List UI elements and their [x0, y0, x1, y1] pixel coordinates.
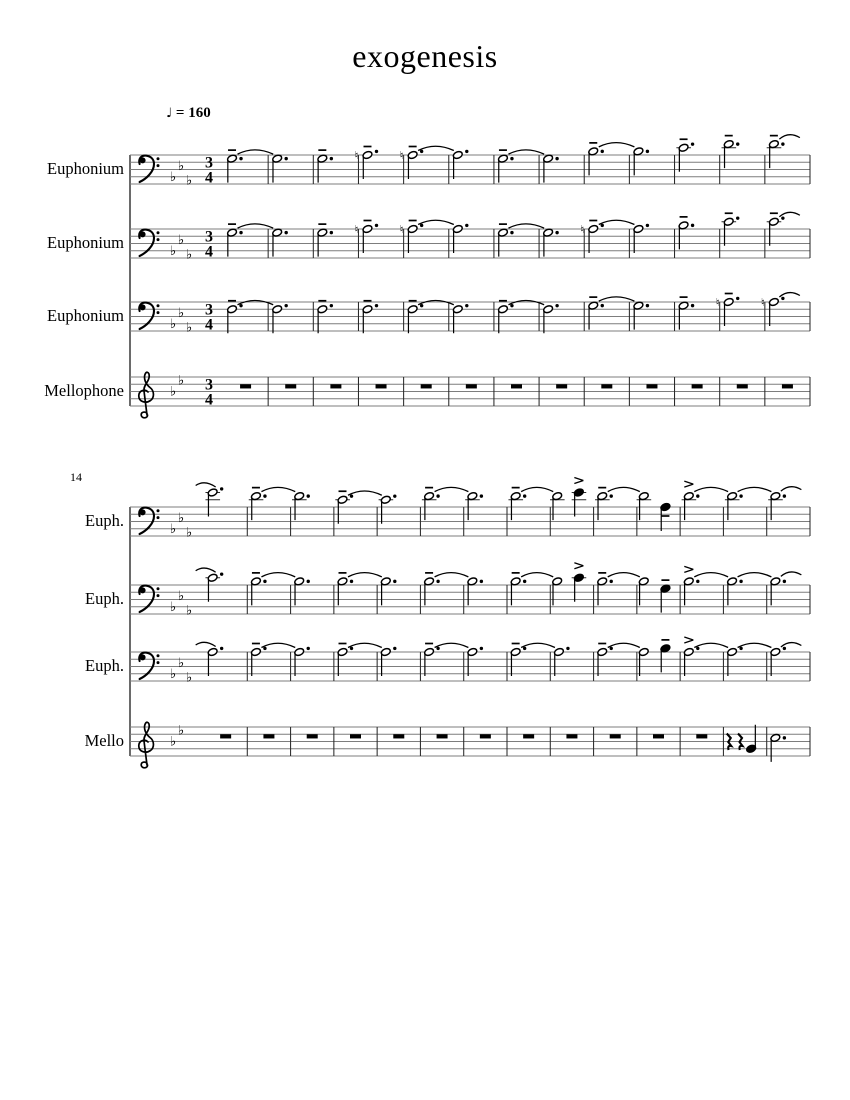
tie	[608, 573, 640, 577]
natural-icon: ♮	[715, 296, 720, 309]
tie	[521, 573, 553, 577]
augmentation-dot	[510, 157, 513, 160]
augmentation-dot	[610, 494, 613, 497]
note	[770, 733, 786, 762]
note	[588, 143, 604, 176]
note	[272, 154, 288, 183]
treble-clef-icon	[139, 722, 154, 768]
tie	[781, 643, 802, 647]
augmentation-dot	[601, 224, 604, 227]
note	[294, 577, 310, 606]
note	[422, 488, 440, 521]
augmentation-dot	[736, 142, 739, 145]
flat-icon: ♭	[178, 305, 185, 321]
natural-icon: ♮	[354, 223, 359, 236]
augmentation-dot	[375, 304, 378, 307]
natural-icon: ♮	[354, 149, 359, 162]
tie	[738, 643, 772, 647]
tie	[779, 212, 800, 216]
note	[683, 637, 699, 676]
whole-measure-rest	[696, 734, 707, 738]
tie	[261, 487, 295, 491]
augmentation-dot	[646, 150, 649, 153]
augmentation-dot	[284, 304, 287, 307]
note	[638, 647, 649, 676]
note	[552, 577, 563, 606]
tie	[348, 573, 382, 577]
time-signature-denominator: 4	[205, 391, 213, 409]
note	[727, 577, 743, 606]
tie	[418, 146, 454, 150]
note	[510, 573, 526, 606]
note	[543, 154, 559, 183]
note	[543, 228, 559, 257]
augmentation-dot	[736, 297, 739, 300]
whole-measure-rest	[330, 384, 341, 388]
whole-measure-rest	[220, 734, 231, 738]
staff	[130, 722, 810, 768]
augmentation-dot	[350, 494, 353, 497]
augmentation-dot	[646, 224, 649, 227]
time-signature-denominator: 4	[205, 316, 213, 334]
augmentation-dot	[465, 224, 468, 227]
augmentation-dot	[436, 494, 439, 497]
tie	[738, 487, 772, 491]
instrument-label-euph-short-3: Euph.	[85, 656, 124, 675]
augmentation-dot	[239, 231, 242, 234]
augmentation-dot	[781, 142, 784, 145]
tie	[781, 572, 802, 576]
augmentation-dot	[523, 580, 526, 583]
staff	[130, 212, 810, 262]
augmentation-dot	[465, 304, 468, 307]
flat-icon: ♭	[170, 316, 177, 332]
note	[637, 492, 652, 521]
note	[205, 487, 223, 516]
natural-icon: ♮	[399, 223, 404, 236]
tempo-value: = 160	[175, 105, 211, 121]
staff	[130, 478, 810, 541]
augmentation-dot	[220, 572, 223, 575]
time-signature-numerator: 3	[205, 154, 213, 172]
augmentation-dot	[696, 647, 699, 650]
augmentation-dot	[523, 494, 526, 497]
bass-clef-icon	[139, 653, 159, 679]
flat-icon: ♭	[186, 173, 193, 189]
note	[272, 304, 288, 333]
note	[768, 492, 786, 521]
natural-icon: ♮	[580, 223, 585, 236]
augmentation-dot	[523, 647, 526, 650]
augmentation-dot	[610, 647, 613, 650]
augmentation-dot	[330, 157, 333, 160]
whole-measure-rest	[610, 734, 621, 738]
flat-icon: ♭	[186, 525, 193, 541]
whole-measure-rest	[437, 734, 448, 738]
augmentation-dot	[783, 736, 786, 739]
tie	[196, 642, 216, 646]
tie	[348, 491, 382, 495]
augmentation-dot	[375, 150, 378, 153]
augmentation-dot	[284, 157, 287, 160]
augmentation-dot	[736, 216, 739, 219]
augmentation-dot	[739, 494, 742, 497]
whole-measure-rest	[692, 384, 703, 388]
note	[550, 492, 565, 521]
note	[452, 304, 468, 333]
augmentation-dot	[601, 304, 604, 307]
tie	[599, 220, 635, 224]
tie	[238, 150, 274, 154]
flat-icon: ♭	[170, 521, 177, 537]
note	[770, 647, 786, 676]
augmentation-dot	[263, 647, 266, 650]
augmentation-dot	[220, 487, 223, 490]
bass-clef-icon	[139, 586, 159, 612]
note	[467, 647, 483, 676]
note	[746, 725, 757, 754]
tie	[608, 487, 640, 491]
augmentation-dot	[330, 231, 333, 234]
note	[638, 577, 649, 606]
instrument-label-euphonium-2: Euphonium	[47, 233, 124, 252]
note	[595, 488, 613, 521]
staff	[130, 293, 810, 336]
augmentation-dot	[781, 216, 784, 219]
tie	[261, 643, 295, 647]
bass-clef-icon	[139, 230, 159, 256]
flat-icon: ♭	[178, 588, 185, 604]
tie	[694, 573, 728, 577]
note	[543, 304, 559, 333]
augmentation-dot	[555, 304, 558, 307]
whole-measure-rest	[511, 384, 522, 388]
note	[380, 647, 396, 676]
augmentation-dot	[420, 224, 423, 227]
note	[633, 301, 649, 330]
tie	[196, 568, 216, 572]
augmentation-dot	[465, 150, 468, 153]
flat-icon: ♭	[186, 603, 193, 619]
flat-icon: ♭	[178, 373, 185, 389]
staff	[130, 372, 810, 418]
flat-icon: ♭	[186, 670, 193, 686]
note	[452, 150, 468, 179]
note	[249, 488, 267, 521]
augmentation-dot	[220, 647, 223, 650]
whole-measure-rest	[240, 384, 251, 388]
tie	[599, 297, 635, 301]
note	[633, 147, 649, 176]
tie	[781, 487, 802, 491]
augmentation-dot	[691, 304, 694, 307]
whole-measure-rest	[466, 384, 477, 388]
augmentation-dot	[375, 224, 378, 227]
augmentation-dot	[783, 647, 786, 650]
augmentation-dot	[330, 304, 333, 307]
augmentation-dot	[696, 494, 699, 497]
time-signature-numerator: 3	[205, 301, 213, 319]
tie	[348, 643, 382, 647]
note	[272, 228, 288, 257]
flat-icon: ♭	[178, 232, 185, 248]
note	[205, 572, 223, 601]
augmentation-dot	[480, 647, 483, 650]
augmentation-dot	[781, 297, 784, 300]
note	[633, 224, 649, 253]
augmentation-dot	[307, 494, 310, 497]
whole-measure-rest	[350, 734, 361, 738]
flat-icon: ♭	[170, 384, 177, 400]
augmentation-dot	[350, 647, 353, 650]
augmentation-dot	[393, 580, 396, 583]
whole-measure-rest	[263, 734, 274, 738]
instrument-label-mello-short: Mello	[84, 731, 124, 750]
flat-icon: ♭	[170, 243, 177, 259]
note	[379, 494, 397, 523]
tie	[261, 573, 295, 577]
instrument-label-euphonium-3: Euphonium	[47, 306, 124, 325]
augmentation-dot	[436, 580, 439, 583]
instrument-label-euphonium-1: Euphonium	[47, 159, 124, 178]
note	[292, 492, 310, 521]
flat-icon: ♭	[170, 666, 177, 682]
whole-measure-rest	[653, 734, 664, 738]
note	[380, 577, 396, 606]
bass-clef-icon	[139, 508, 159, 534]
measure-number: 14	[70, 470, 82, 484]
augmentation-dot	[480, 494, 483, 497]
augmentation-dot	[610, 580, 613, 583]
augmentation-dot	[555, 231, 558, 234]
whole-measure-rest	[285, 384, 296, 388]
augmentation-dot	[436, 647, 439, 650]
tie	[694, 487, 728, 491]
note	[554, 647, 570, 676]
staff	[130, 563, 810, 619]
tie	[521, 487, 553, 491]
augmentation-dot	[783, 580, 786, 583]
whole-measure-rest	[376, 384, 387, 388]
note	[727, 647, 743, 676]
note	[424, 573, 440, 606]
whole-measure-rest	[307, 734, 318, 738]
tie	[238, 224, 274, 228]
system-2	[130, 478, 810, 768]
augmentation-dot	[696, 580, 699, 583]
augmentation-dot	[239, 157, 242, 160]
augmentation-dot	[480, 580, 483, 583]
whole-measure-rest	[556, 384, 567, 388]
augmentation-dot	[510, 231, 513, 234]
note	[572, 563, 587, 602]
augmentation-dot	[263, 580, 266, 583]
tie	[694, 643, 728, 647]
tie	[418, 220, 454, 224]
augmentation-dot	[783, 494, 786, 497]
note	[207, 647, 223, 676]
staff	[130, 637, 810, 685]
natural-icon: ♮	[760, 296, 765, 309]
treble-clef-icon	[139, 372, 154, 418]
augmentation-dot	[646, 304, 649, 307]
tie	[508, 150, 544, 154]
augmentation-dot	[393, 647, 396, 650]
tie	[508, 224, 544, 228]
bass-clef-icon	[139, 303, 159, 329]
tie	[779, 135, 800, 139]
whole-measure-rest	[421, 384, 432, 388]
note	[294, 647, 310, 676]
note	[337, 573, 353, 606]
flat-icon: ♭	[178, 655, 185, 671]
augmentation-dot	[691, 142, 694, 145]
note	[465, 492, 483, 521]
time-signature-numerator: 3	[205, 376, 213, 394]
note	[597, 573, 613, 606]
augmentation-dot	[350, 580, 353, 583]
instrument-label-euph-short-1: Euph.	[85, 511, 124, 530]
flat-icon: ♭	[186, 320, 193, 336]
tie	[738, 573, 772, 577]
tie	[196, 483, 216, 487]
note	[770, 577, 786, 606]
staff	[130, 135, 810, 189]
whole-measure-rest	[480, 734, 491, 738]
tie	[435, 573, 469, 577]
whole-measure-rest	[737, 384, 748, 388]
note	[722, 136, 740, 169]
tie	[779, 293, 800, 297]
augmentation-dot	[307, 647, 310, 650]
time-signature-denominator: 4	[205, 169, 213, 187]
augmentation-dot	[239, 304, 242, 307]
augmentation-dot	[307, 580, 310, 583]
whole-measure-rest	[601, 384, 612, 388]
whole-measure-rest	[393, 734, 404, 738]
augmentation-dot	[510, 304, 513, 307]
flat-icon: ♭	[178, 510, 185, 526]
note	[251, 573, 267, 606]
note	[467, 577, 483, 606]
tie	[521, 643, 555, 647]
augmentation-dot	[263, 494, 266, 497]
time-signature-numerator: 3	[205, 228, 213, 246]
augmentation-dot	[566, 647, 569, 650]
note	[725, 492, 743, 521]
flat-icon: ♭	[186, 247, 193, 263]
flat-icon: ♭	[178, 723, 185, 739]
augmentation-dot	[739, 580, 742, 583]
tie	[435, 487, 469, 491]
whole-measure-rest	[566, 734, 577, 738]
system-1	[130, 135, 810, 418]
tie	[599, 143, 635, 147]
augmentation-dot	[284, 231, 287, 234]
flat-icon: ♭	[178, 158, 185, 174]
augmentation-dot	[601, 150, 604, 153]
instrument-label-euph-short-2: Euph.	[85, 589, 124, 608]
score-title: exogenesis	[352, 38, 498, 74]
augmentation-dot	[420, 150, 423, 153]
tie	[435, 643, 469, 647]
augmentation-dot	[691, 224, 694, 227]
augmentation-dot	[420, 304, 423, 307]
note	[572, 478, 587, 517]
note	[660, 640, 671, 673]
note	[767, 136, 785, 169]
instrument-label-mellophone: Mellophone	[44, 381, 124, 400]
note	[660, 502, 671, 531]
tie	[608, 643, 640, 647]
whole-measure-rest	[523, 734, 534, 738]
augmentation-dot	[739, 647, 742, 650]
note	[678, 217, 694, 250]
flat-icon: ♭	[170, 734, 177, 750]
augmentation-dot	[555, 157, 558, 160]
augmentation-dot	[393, 494, 396, 497]
whole-measure-rest	[782, 384, 793, 388]
bass-clef-icon	[139, 156, 159, 182]
whole-measure-rest	[646, 384, 657, 388]
note	[452, 224, 468, 253]
flat-icon: ♭	[170, 169, 177, 185]
note	[508, 488, 526, 521]
flat-icon: ♭	[170, 599, 177, 615]
time-signature-denominator: 4	[205, 243, 213, 261]
natural-icon: ♮	[399, 149, 404, 162]
quarter-note-icon: ♩	[166, 106, 173, 121]
